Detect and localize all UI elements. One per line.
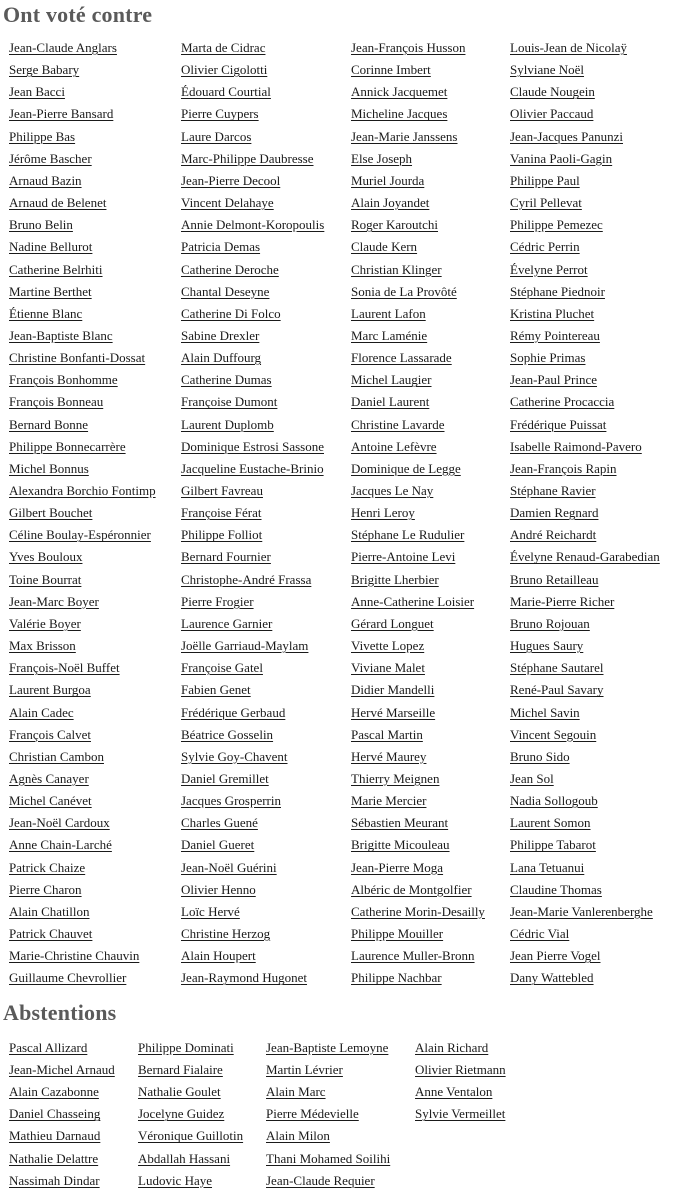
senator-name-link[interactable]: Jean-Noël Guérini: [181, 859, 277, 875]
senator-name-link[interactable]: Cyril Pellevat: [510, 195, 582, 211]
senator-name-link[interactable]: Toine Bourrat: [9, 571, 82, 587]
senator-name-link[interactable]: Laurence Garnier: [181, 615, 273, 631]
senator-name-link[interactable]: Antoine Lefèvre: [351, 438, 437, 454]
senator-name-link[interactable]: Vincent Segouin: [510, 726, 597, 742]
senator-name-link[interactable]: Alain Chatillon: [9, 903, 90, 919]
senator-name-link[interactable]: Laurent Lafon: [351, 305, 426, 321]
senator-name-link[interactable]: Alain Joyandet: [351, 195, 430, 211]
senator-name-link[interactable]: Viviane Malet: [351, 660, 425, 676]
senator-name-link[interactable]: Alain Milon: [266, 1128, 330, 1144]
senator-name-link[interactable]: Alain Marc: [266, 1084, 326, 1100]
senator-name-link[interactable]: Jocelyne Guidez: [138, 1106, 225, 1122]
senator-name-link[interactable]: Bruno Sido: [510, 748, 570, 764]
senator-name-link[interactable]: Ludovic Haye: [138, 1172, 213, 1188]
senator-name-link[interactable]: Max Brisson: [9, 638, 76, 654]
senator-name-link[interactable]: Sophie Primas: [510, 350, 586, 366]
senator-name-link[interactable]: Alain Cazabonne: [9, 1084, 99, 1100]
senator-name-link[interactable]: Patrick Chaize: [9, 859, 86, 875]
senator-name-link[interactable]: Catherine Dumas: [181, 372, 272, 388]
senator-name-link[interactable]: Corinne Imbert: [351, 62, 431, 78]
senator-name-link[interactable]: Rémy Pointereau: [510, 327, 600, 343]
senator-name-link[interactable]: Véronique Guillotin: [138, 1128, 244, 1144]
senator-name-link[interactable]: Alain Houpert: [181, 948, 256, 964]
senator-name-link[interactable]: Pierre-Antoine Levi: [351, 549, 456, 565]
senator-name-link[interactable]: Catherine Belrhiti: [9, 261, 103, 277]
senator-name-link[interactable]: Else Joseph: [351, 150, 413, 166]
senator-name-link[interactable]: Sébastien Meurant: [351, 815, 449, 831]
senator-name-link[interactable]: Catherine Deroche: [181, 261, 279, 277]
senator-name-link[interactable]: Olivier Cigolotti: [181, 62, 268, 78]
senator-name-link[interactable]: Valérie Boyer: [9, 615, 81, 631]
senator-name-link[interactable]: Gilbert Bouchet: [9, 505, 93, 521]
senator-name-link[interactable]: Dominique Estrosi Sassone: [181, 438, 324, 454]
senator-name-link[interactable]: Nassimah Dindar: [9, 1172, 100, 1188]
senator-name-link[interactable]: Claude Kern: [351, 239, 418, 255]
senator-name-link[interactable]: Bruno Rojouan: [510, 615, 590, 631]
senator-name-link[interactable]: Laurent Somon: [510, 815, 591, 831]
senator-name-link[interactable]: Pierre Frogier: [181, 593, 254, 609]
senator-name-link[interactable]: Sabine Drexler: [181, 327, 260, 343]
senator-name-link[interactable]: Loïc Hervé: [181, 903, 240, 919]
senator-name-link[interactable]: Anne Ventalon: [415, 1084, 493, 1100]
senator-name-link[interactable]: Philippe Tabarot: [510, 837, 596, 853]
senator-name-link[interactable]: Philippe Mouiller: [351, 926, 444, 941]
senator-name-link[interactable]: Édouard Courtial: [181, 84, 271, 100]
senator-name-link[interactable]: Jean Sol: [510, 770, 554, 786]
senator-name-link[interactable]: Marc-Philippe Daubresse: [181, 150, 314, 166]
senator-name-link[interactable]: Catherine Morin-Desailly: [351, 903, 485, 919]
senator-name-link[interactable]: Claude Nougein: [510, 84, 595, 100]
senator-name-link[interactable]: Sonia de La Provôté: [351, 283, 457, 299]
senator-name-link[interactable]: Jean Bacci: [9, 84, 65, 100]
senator-name-link[interactable]: Jean-Raymond Hugonet: [181, 970, 308, 986]
senator-name-link[interactable]: Jean-Baptiste Blanc: [9, 327, 113, 343]
senator-name-link[interactable]: Annick Jacquemet: [351, 84, 448, 100]
senator-name-link[interactable]: Guillaume Chevrollier: [9, 970, 127, 986]
senator-name-link[interactable]: Stéphane Ravier: [510, 483, 596, 498]
senator-name-link[interactable]: Didier Mandelli: [351, 682, 435, 698]
senator-name-link[interactable]: Bernard Bonne: [9, 416, 89, 432]
senator-name-link[interactable]: Jacques Grosperrin: [181, 793, 281, 809]
senator-name-link[interactable]: Jérôme Bascher: [9, 150, 92, 166]
senator-name-link[interactable]: Pierre Médevielle: [266, 1106, 359, 1122]
senator-name-link[interactable]: Lana Tetuanui: [510, 859, 585, 875]
senator-name-link[interactable]: Brigitte Micouleau: [351, 837, 450, 853]
senator-name-link[interactable]: Stéphane Piednoir: [510, 283, 605, 299]
senator-name-link[interactable]: Cédric Perrin: [510, 239, 580, 255]
senator-name-link[interactable]: Thierry Meignen: [351, 770, 440, 786]
senator-name-link[interactable]: Yves Bouloux: [9, 549, 83, 565]
senator-name-link[interactable]: Alain Duffourg: [181, 350, 262, 366]
senator-name-link[interactable]: Évelyne Perrot: [510, 261, 588, 277]
senator-name-link[interactable]: Roger Karoutchi: [351, 217, 439, 233]
senator-name-link[interactable]: Arnaud de Belenet: [9, 195, 107, 211]
senator-name-link[interactable]: Nathalie Delattre: [9, 1150, 99, 1166]
senator-name-link[interactable]: Laurent Duplomb: [181, 416, 274, 432]
senator-name-link[interactable]: Isabelle Raimond-Pavero: [510, 438, 642, 454]
senator-name-link[interactable]: Bernard Fialaire: [138, 1062, 223, 1078]
senator-name-link[interactable]: Fabien Genet: [181, 682, 251, 698]
senator-name-link[interactable]: Cédric Vial: [510, 926, 570, 941]
senator-name-link[interactable]: Françoise Gatel: [181, 660, 263, 676]
senator-name-link[interactable]: Florence Lassarade: [351, 350, 452, 366]
senator-name-link[interactable]: Brigitte Lherbier: [351, 571, 439, 587]
senator-name-link[interactable]: Sylvie Vermeillet: [415, 1106, 506, 1122]
senator-name-link[interactable]: Louis-Jean de Nicolaÿ: [510, 40, 627, 55]
senator-name-link[interactable]: Stéphane Le Rudulier: [351, 527, 465, 543]
senator-name-link[interactable]: André Reichardt: [510, 527, 597, 543]
senator-name-link[interactable]: Catherine Di Folco: [181, 305, 281, 321]
senator-name-link[interactable]: Évelyne Renaud-Garabedian: [510, 549, 660, 565]
senator-name-link[interactable]: Agnès Canayer: [9, 770, 89, 786]
senator-name-link[interactable]: Philippe Nachbar: [351, 970, 442, 986]
senator-name-link[interactable]: Christian Klinger: [351, 261, 442, 277]
senator-name-link[interactable]: Françoise Dumont: [181, 394, 278, 410]
senator-name-link[interactable]: Chantal Deseyne: [181, 283, 270, 299]
senator-name-link[interactable]: Laure Darcos: [181, 128, 252, 144]
senator-name-link[interactable]: Thani Mohamed Soilihi: [266, 1150, 391, 1166]
senator-name-link[interactable]: Philippe Pemezec: [510, 217, 603, 233]
senator-name-link[interactable]: Jean-Michel Arnaud: [9, 1062, 115, 1078]
senator-name-link[interactable]: François Bonneau: [9, 394, 104, 410]
senator-name-link[interactable]: Patricia Demas: [181, 239, 261, 255]
senator-name-link[interactable]: Michel Laugier: [351, 372, 432, 388]
senator-name-link[interactable]: Jean-François Husson: [351, 40, 466, 55]
senator-name-link[interactable]: Pierre Cuypers: [181, 106, 259, 122]
senator-name-link[interactable]: Gilbert Favreau: [181, 483, 263, 498]
senator-name-link[interactable]: Damien Regnard: [510, 505, 599, 521]
senator-name-link[interactable]: Michel Bonnus: [9, 460, 89, 476]
section-title-abstentions: Abstentions: [3, 1000, 117, 1025]
senator-name-link[interactable]: Daniel Chasseing: [9, 1106, 101, 1122]
senator-name-link[interactable]: François Calvet: [9, 726, 91, 742]
senator-name-link[interactable]: Martine Berthet: [9, 283, 92, 299]
senator-name-link[interactable]: Sylvie Goy-Chavent: [181, 748, 288, 764]
senator-name-link[interactable]: Vanina Paoli-Gagin: [510, 150, 613, 166]
senator-name-link[interactable]: Alain Richard: [415, 1040, 489, 1055]
senator-name-link[interactable]: Bernard Fournier: [181, 549, 271, 565]
senator-name-link[interactable]: Abdallah Hassani: [138, 1150, 231, 1166]
senator-name-link[interactable]: Sylviane Noël: [510, 62, 585, 78]
senator-name-link[interactable]: Serge Babary: [9, 62, 80, 78]
senator-name-link[interactable]: Marie-Christine Chauvin: [9, 948, 140, 964]
senator-name-link[interactable]: Philippe Dominati: [138, 1040, 234, 1055]
senator-name-link[interactable]: Daniel Gueret: [181, 837, 255, 853]
senator-name-link[interactable]: Charles Guené: [181, 815, 258, 831]
senator-name-link[interactable]: Bruno Belin: [9, 217, 73, 233]
senator-name-link[interactable]: Étienne Blanc: [9, 305, 83, 321]
senator-name-link[interactable]: Anne-Catherine Loisier: [351, 593, 475, 609]
senator-name-link[interactable]: Christophe-André Frassa: [181, 571, 312, 587]
senator-name-link[interactable]: Jean-Marie Janssens: [351, 128, 458, 144]
senator-name-link[interactable]: Catherine Procaccia: [510, 394, 615, 410]
senator-name-link[interactable]: Claudine Thomas: [510, 881, 602, 897]
senator-name-link[interactable]: Jean-Noël Cardoux: [9, 815, 110, 831]
senator-name-link[interactable]: Olivier Rietmann: [415, 1062, 506, 1078]
senator-name-link[interactable]: Frédérique Gerbaud: [181, 704, 286, 720]
senator-name-link[interactable]: Anne Chain-Larché: [9, 837, 112, 853]
senator-name-link[interactable]: Jean-Claude Anglars: [9, 40, 117, 55]
senator-name-link[interactable]: Alain Cadec: [9, 704, 74, 720]
senator-name-link[interactable]: Albéric de Montgolfier: [351, 881, 472, 897]
senator-name-link[interactable]: Henri Leroy: [351, 505, 415, 521]
senator-name-link[interactable]: Christian Cambon: [9, 748, 104, 764]
senator-name-link[interactable]: Christine Herzog: [181, 926, 271, 941]
senator-name-link[interactable]: Pierre Charon: [9, 881, 82, 897]
senator-name-link[interactable]: Marie Mercier: [351, 793, 427, 809]
senator-name-link[interactable]: Jean-Baptiste Lemoyne: [266, 1040, 389, 1055]
senator-name-link[interactable]: Jean-Paul Prince: [510, 372, 598, 388]
senator-name-link[interactable]: Olivier Paccaud: [510, 106, 594, 122]
senator-name-link[interactable]: Annie Delmont-Koropoulis: [181, 217, 325, 233]
senator-name-link[interactable]: Frédérique Puissat: [510, 416, 607, 432]
senator-name-link[interactable]: Muriel Jourda: [351, 172, 425, 188]
senator-name-link[interactable]: Dominique de Legge: [351, 460, 461, 476]
senator-name-link[interactable]: Philippe Bas: [9, 128, 76, 144]
senator-name-link[interactable]: Michel Savin: [510, 704, 580, 720]
senator-name-link[interactable]: Hervé Marseille: [351, 704, 436, 720]
senator-name-link[interactable]: Michel Canévet: [9, 793, 92, 809]
senator-name-link[interactable]: Bruno Retailleau: [510, 571, 599, 587]
senator-name-link[interactable]: Céline Boulay-Espéronnier: [9, 527, 151, 543]
senator-name-link[interactable]: Christine Lavarde: [351, 416, 445, 432]
senator-name-link[interactable]: Jean-Pierre Bansard: [9, 106, 114, 122]
senator-name-link[interactable]: Béatrice Gosselin: [181, 726, 274, 742]
senator-name-link[interactable]: Martin Lévrier: [266, 1062, 343, 1078]
senator-name-link[interactable]: Jean-François Rapin: [510, 460, 617, 476]
senator-name-link[interactable]: Patrick Chauvet: [9, 926, 93, 941]
senator-name-link[interactable]: Arnaud Bazin: [9, 172, 82, 188]
senator-name-link[interactable]: Micheline Jacques: [351, 106, 448, 122]
senator-name-link[interactable]: Nadia Sollogoub: [510, 793, 598, 809]
senator-name-link[interactable]: Jean Pierre Vogel: [510, 948, 601, 964]
senator-name-link[interactable]: Olivier Henno: [181, 881, 256, 897]
senator-name-link[interactable]: Jean-Pierre Moga: [351, 859, 444, 875]
senator-name-link[interactable]: Joëlle Garriaud-Maylam: [181, 638, 309, 654]
senator-name-link[interactable]: Philippe Folliot: [181, 527, 263, 543]
senator-name-link[interactable]: Laurent Burgoa: [9, 682, 91, 698]
senator-name-link[interactable]: Jacques Le Nay: [351, 483, 434, 498]
senator-name-link[interactable]: Christine Bonfanti-Dossat: [9, 350, 146, 366]
senator-name-link[interactable]: Vincent Delahaye: [181, 195, 274, 211]
senator-name-link[interactable]: Nadine Bellurot: [9, 239, 93, 255]
senator-name-link[interactable]: Mathieu Darnaud: [9, 1128, 101, 1144]
senator-name-link[interactable]: Vivette Lopez: [351, 638, 425, 654]
senator-name-link[interactable]: Jean-Claude Requier: [266, 1172, 375, 1188]
senator-name-link[interactable]: Stéphane Sautarel: [510, 660, 604, 676]
senator-name-link[interactable]: Hugues Saury: [510, 638, 584, 654]
section-title-contre: Ont voté contre: [3, 2, 153, 27]
senator-name-link[interactable]: Jean-Marie Vanlerenberghe: [510, 903, 653, 919]
senator-name-link[interactable]: Laurence Muller-Bronn: [351, 948, 475, 964]
senator-name-link[interactable]: Pascal Martin: [351, 726, 423, 742]
senator-name-link[interactable]: Gérard Longuet: [351, 615, 434, 631]
senator-name-link[interactable]: Nathalie Goulet: [138, 1084, 221, 1100]
senator-name-link[interactable]: Françoise Férat: [181, 505, 262, 521]
senator-name-link[interactable]: Jean-Pierre Decool: [181, 172, 281, 188]
senator-name-link[interactable]: René-Paul Savary: [510, 682, 604, 698]
senator-name-link[interactable]: François-Noël Buffet: [9, 660, 120, 676]
senator-name-link[interactable]: Marie-Pierre Richer: [510, 593, 615, 609]
senator-name-link[interactable]: Marta de Cidrac: [181, 40, 266, 55]
senator-name-link[interactable]: Hervé Maurey: [351, 748, 427, 764]
senator-name-link[interactable]: Pascal Allizard: [9, 1040, 88, 1055]
senator-name-link[interactable]: François Bonhomme: [9, 372, 118, 388]
senator-name-link[interactable]: Jean-Jacques Panunzi: [510, 128, 623, 144]
senator-name-link[interactable]: Philippe Bonnecarrère: [9, 438, 126, 454]
senator-name-link[interactable]: Kristina Pluchet: [510, 305, 595, 321]
senator-name-link[interactable]: Marc Laménie: [351, 327, 428, 343]
senator-name-link[interactable]: Jean-Marc Boyer: [9, 593, 99, 609]
senator-name-link[interactable]: Daniel Gremillet: [181, 770, 269, 786]
senator-name-link[interactable]: Dany Wattebled: [510, 970, 594, 986]
senator-name-link[interactable]: Jacqueline Eustache-Brinio: [181, 460, 324, 476]
senator-name-link[interactable]: Alexandra Borchio Fontimp: [9, 483, 156, 498]
senator-name-link[interactable]: Daniel Laurent: [351, 394, 430, 410]
senator-name-link[interactable]: Philippe Paul: [510, 172, 580, 188]
